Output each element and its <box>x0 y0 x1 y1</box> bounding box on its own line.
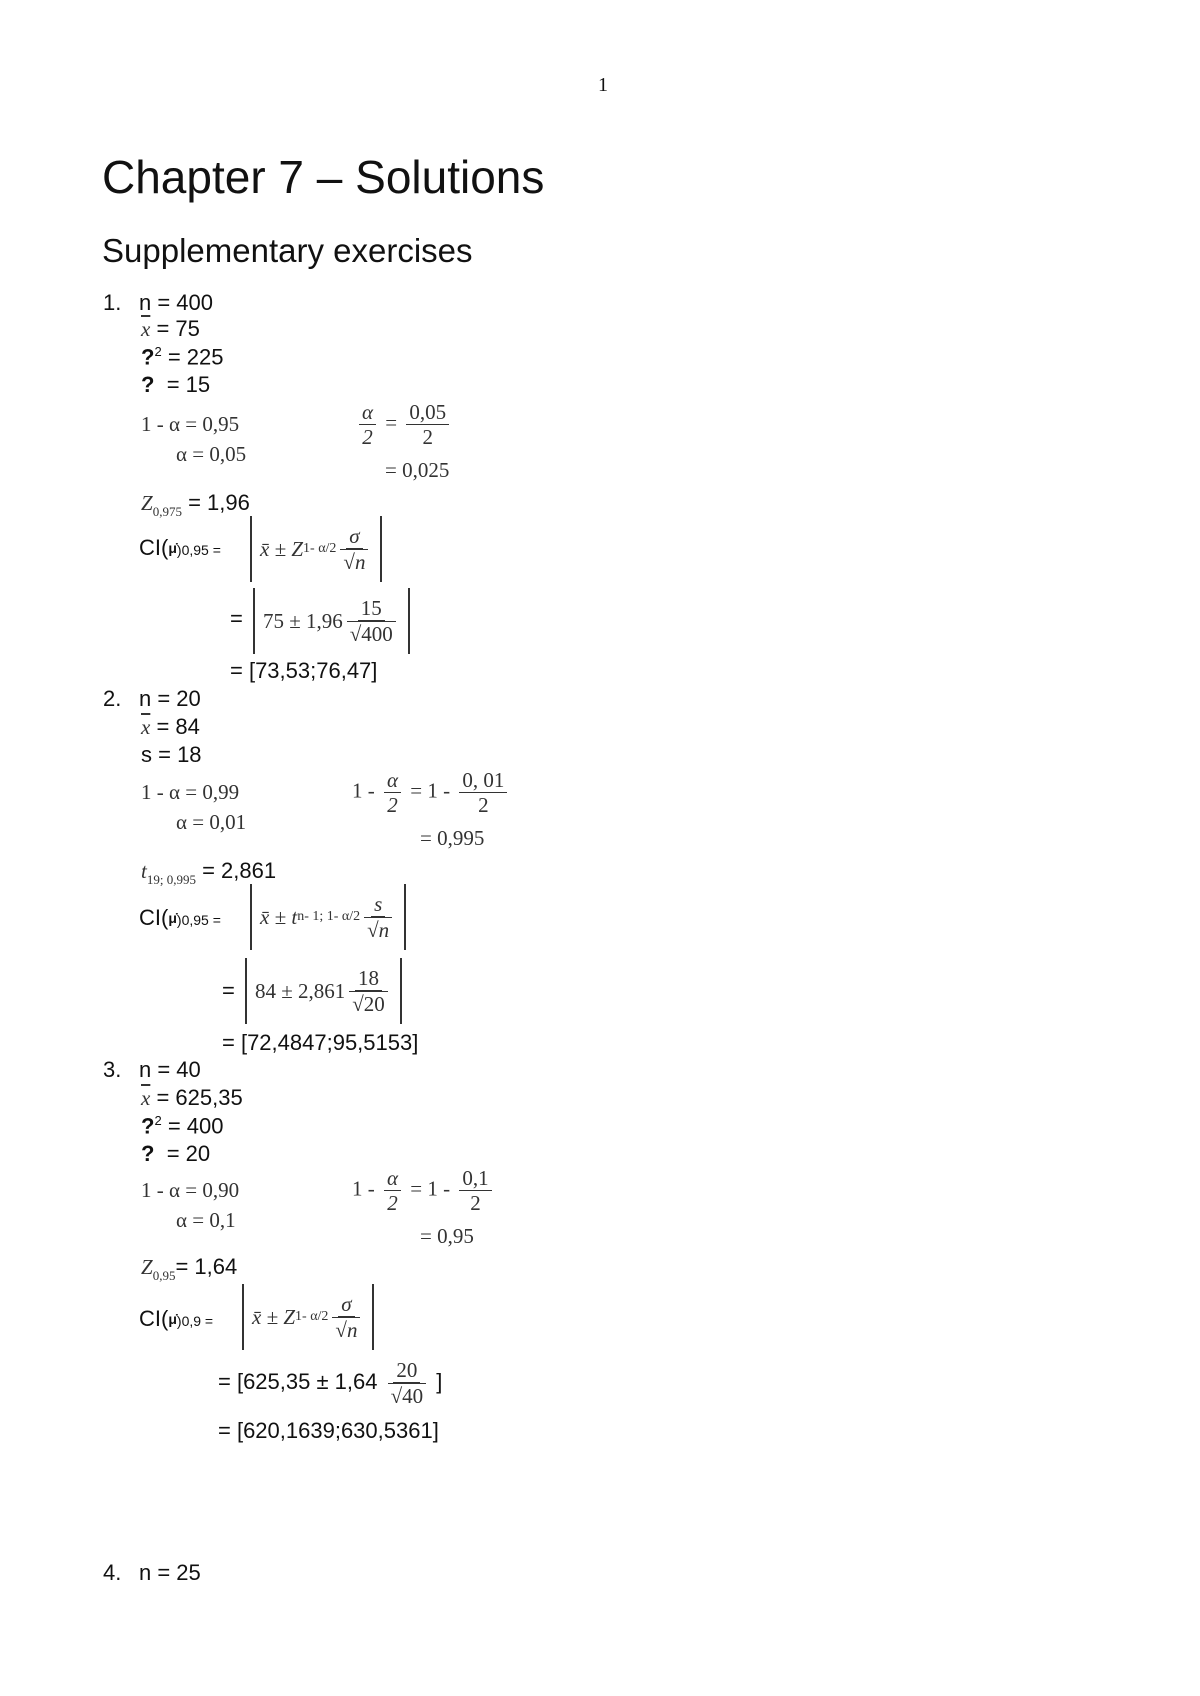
ex2-n: n = 20 <box>139 686 201 711</box>
mu-icon: μ̇ <box>168 540 177 556</box>
ex1-result: = [73,53;76,47] <box>230 658 378 683</box>
ex2-number: 2. <box>103 686 122 711</box>
ex3-ci-formula: x̄ ± Z 1- α/2 $\frac{\sigma}{√n}$ <box>242 1284 374 1350</box>
ex2-result: = [72,4847;95,5153] <box>222 1030 419 1055</box>
ex1-number: 1. <box>103 290 122 315</box>
ex1-sigma: ? = 15 <box>141 372 211 397</box>
ex2-ci-label: CI(μ̇)0,95 = <box>139 905 221 930</box>
ex3-half-alpha: 1 - $\frac{\alpha}{2}$ = 1 - $\frac{0,1}{2}$ <box>352 1166 496 1215</box>
page-number: 1 <box>598 74 608 96</box>
ex2-step-eq: = <box>222 978 235 1003</box>
ex3-alpha: α = 0,1 <box>176 1208 236 1232</box>
ex2-half-alpha: 1 - $\frac{\alpha}{2}$ = 1 - $\frac{0, 01}{2}$ <box>352 768 511 817</box>
ex2-half-alpha-result: = 0,995 <box>420 826 485 850</box>
ex1-half-alpha-result: = 0,025 <box>385 458 450 482</box>
ex1-confidence-level: 1 - α = 0,95 <box>141 412 240 436</box>
ex3-half-alpha-result: = 0,95 <box>420 1224 474 1248</box>
ex3-number: 3. <box>103 1057 122 1082</box>
ex1-z-value: $Z_{0,975} = 1,96$ <box>141 490 250 519</box>
ex3-sigma: ? = 20 <box>141 1141 211 1166</box>
ex1-half-alpha: $\frac{\alpha}{2}$ = $\frac{0,05}{2}$ <box>355 400 453 449</box>
ex2-alpha: α = 0,01 <box>176 810 247 834</box>
ex1-ci-label: CI(μ̇)0,95 = <box>139 535 221 560</box>
ex3-xbar: $\overline{x} = 625,35$ <box>141 1085 243 1110</box>
mu-icon: μ̇ <box>168 910 177 926</box>
ex2-ci-formula: x̄ ± t n- 1; 1- α/2 $\frac{s}{√n}$ <box>250 884 406 950</box>
chapter-title: Chapter 7 – Solutions <box>102 151 545 203</box>
ex4-n: n = 25 <box>139 1560 201 1585</box>
ex3-confidence-level: 1 - α = 0,90 <box>141 1178 240 1202</box>
ex3-ci-step: = [625,35 ± 1,64 $\frac{20}{√40}$ ] <box>218 1358 443 1409</box>
ex3-sigma-squared: ?$^2$ = 400 <box>141 1113 224 1139</box>
ex1-ci-formula: x̄ ± Z 1- α/2 $\frac{\sigma}{√n}$ <box>250 516 382 582</box>
mu-icon: μ̇ <box>168 1311 177 1327</box>
ex2-confidence-level: 1 - α = 0,99 <box>141 780 240 804</box>
ex1-sigma-squared: ?$^2$ = 225 <box>141 344 224 370</box>
ex2-t-value: $t_{19; 0,995} = 2,861$ <box>141 858 277 887</box>
ex1-xbar: $\overline{x} = 75$ <box>141 316 200 341</box>
ex3-n: n = 40 <box>139 1057 201 1082</box>
ex2-s: s = 18 <box>141 742 202 767</box>
section-subtitle: Supplementary exercises <box>102 232 473 269</box>
ex3-ci-label: CI(μ̇)0,9 = <box>139 1306 214 1331</box>
ex3-z-value: $Z_{0,95}= 1,64$ <box>141 1254 238 1283</box>
ex1-alpha: α = 0,05 <box>176 442 247 466</box>
ex1-n: n = 400 <box>139 290 214 315</box>
ex4-number: 4. <box>103 1560 122 1585</box>
ex3-result: = [620,1639;630,5361] <box>218 1418 439 1443</box>
ex1-ci-step: 75 ± 1,96 $\frac{15}{√400}$ <box>253 588 410 654</box>
ex1-step-eq: = <box>230 606 243 631</box>
ex2-xbar: $\overline{x} = 84$ <box>141 714 200 739</box>
ex2-ci-step: 84 ± 2,861 $\frac{18}{√20}$ <box>245 958 402 1024</box>
